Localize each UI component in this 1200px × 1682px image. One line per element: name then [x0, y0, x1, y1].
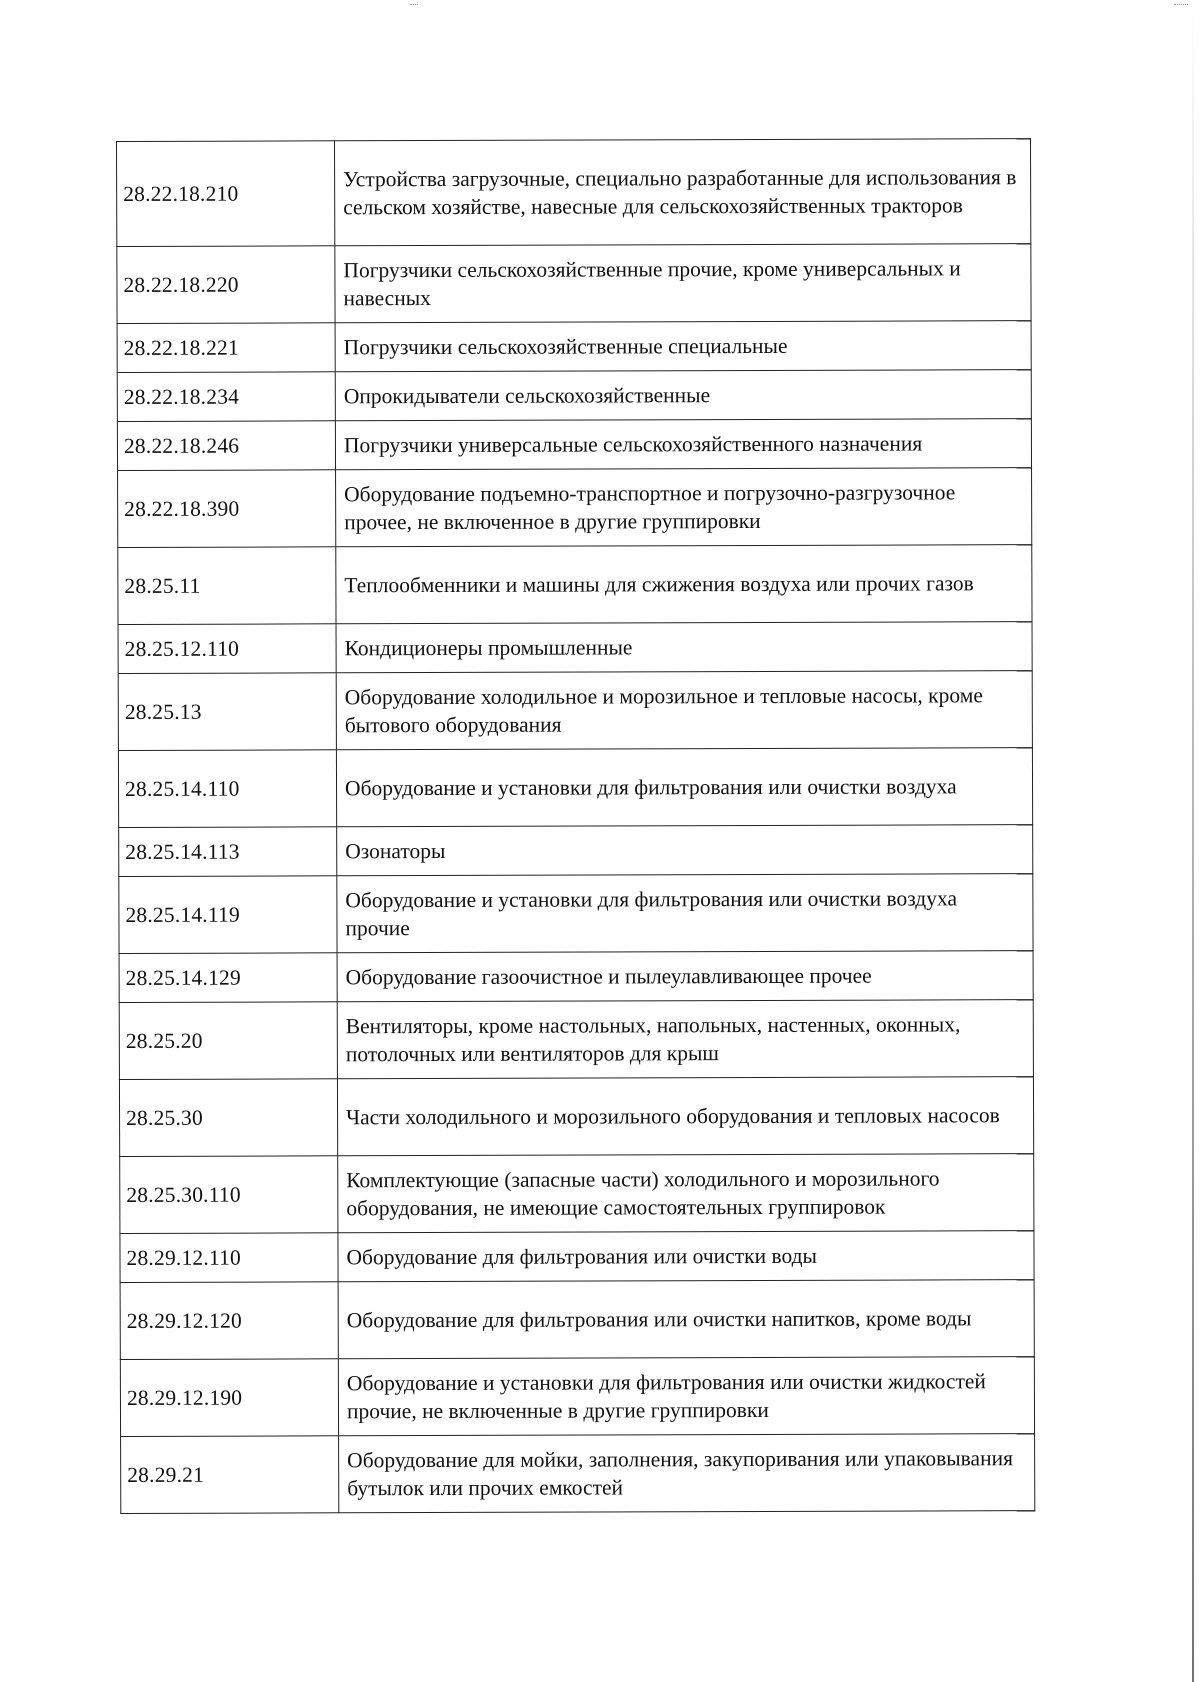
description-cell: Оборудование и установки для фильтрования или очистки воздуха прочие [337, 874, 1033, 953]
description-cell: Оборудование для мойки, заполнения, закупоривания или упаковывания бутылок или прочих емкостей [339, 1434, 1035, 1513]
table-row [119, 825, 1033, 877]
code-cell: 28.22.18.234 [117, 372, 335, 422]
table-row [121, 1434, 1035, 1514]
table-row [120, 1154, 1034, 1234]
table-row [117, 139, 1031, 247]
table-row [119, 874, 1033, 954]
code-cell: 28.29.12.190 [120, 1359, 338, 1437]
code-cell: 28.29.12.120 [120, 1282, 338, 1360]
table-row [117, 370, 1031, 422]
table-row [117, 321, 1031, 373]
table-row [118, 545, 1032, 625]
code-cell: 28.25.30.110 [120, 1156, 338, 1234]
code-cell: 28.25.30 [119, 1079, 337, 1157]
description-cell: Части холодильного и морозильного оборудования и тепловых насосов [337, 1077, 1033, 1156]
description-cell: Оборудование и установки для фильтрования или очистки воздуха [336, 748, 1032, 827]
code-cell: 28.22.18.246 [117, 421, 335, 471]
description-cell: Теплообменники и машины для сжижения воздуха или прочих газов [336, 545, 1032, 624]
description-cell: Оборудование холодильное и морозильное и тепловые насосы, кроме бытового оборудования [336, 671, 1032, 750]
table-row [120, 1357, 1034, 1437]
code-cell: 28.25.11 [118, 547, 336, 625]
code-cell: 28.22.18.390 [118, 470, 336, 548]
description-cell: Погрузчики сельскохозяйственные прочие, кроме универсальных и навесных [335, 244, 1031, 323]
table-row [118, 748, 1032, 828]
code-cell: 28.22.18.220 [117, 246, 335, 324]
description-cell: Вентиляторы, кроме настольных, напольных, настенных, оконных, потолочных или вентиляторов для крыш [337, 1000, 1033, 1079]
scan-artifact [410, 4, 418, 7]
table-row [120, 1231, 1034, 1283]
code-cell: 28.25.14.119 [119, 876, 337, 954]
table-row [118, 671, 1032, 751]
code-cell: 28.22.18.210 [117, 141, 335, 247]
table-row [119, 1077, 1033, 1157]
code-cell: 28.25.14.110 [118, 750, 336, 828]
table-row [120, 1280, 1034, 1360]
scan-artifact [1174, 4, 1188, 7]
code-cell: 28.29.12.110 [120, 1233, 338, 1283]
description-cell: Оборудование для фильтрования или очистки напитков, кроме воды [338, 1280, 1034, 1359]
description-cell: Погрузчики универсальные сельскохозяйственного назначения [335, 419, 1031, 470]
description-cell: Комплектующие (запасные части) холодильного и морозильного оборудования, не имеющие самостоятельных группировок [338, 1154, 1034, 1233]
code-cell: 28.22.18.221 [117, 323, 335, 373]
code-cell: 28.25.20 [119, 1002, 337, 1080]
table-row [119, 1000, 1033, 1080]
code-cell: 28.25.14.113 [119, 827, 337, 877]
code-cell: 28.29.21 [121, 1436, 339, 1514]
scan-edge-artifact [1192, 0, 1194, 1682]
table-row [119, 951, 1033, 1003]
description-cell: Оборудование подъемно-транспортное и погрузочно-разгрузочное прочее, не включенное в другие группировки [336, 468, 1032, 547]
table-row [117, 419, 1031, 471]
table-row [118, 622, 1032, 674]
code-cell: 28.25.13 [118, 673, 336, 751]
table-row [118, 468, 1032, 548]
description-cell: Опрокидыватели сельскохозяйственные [335, 370, 1031, 421]
description-cell: Устройства загрузочные, специально разработанные для использования в сельском хозяйстве, навесные для сельскохозяйственных тракторов [335, 139, 1031, 246]
description-cell: Оборудование газоочистное и пылеулавливающее прочее [337, 951, 1033, 1002]
description-cell: Оборудование для фильтрования или очистки воды [338, 1231, 1034, 1282]
okpd-codes-table [116, 138, 1035, 1514]
description-cell: Оборудование и установки для фильтрования или очистки жидкостей прочие, не включенные в другие группировки [338, 1357, 1034, 1436]
description-cell: Погрузчики сельскохозяйственные специальные [335, 321, 1031, 372]
code-cell: 28.25.12.110 [118, 624, 336, 674]
description-cell: Озонаторы [337, 825, 1033, 876]
table-row [117, 244, 1031, 324]
code-cell: 28.25.14.129 [119, 953, 337, 1003]
description-cell: Кондиционеры промышленные [336, 622, 1032, 673]
